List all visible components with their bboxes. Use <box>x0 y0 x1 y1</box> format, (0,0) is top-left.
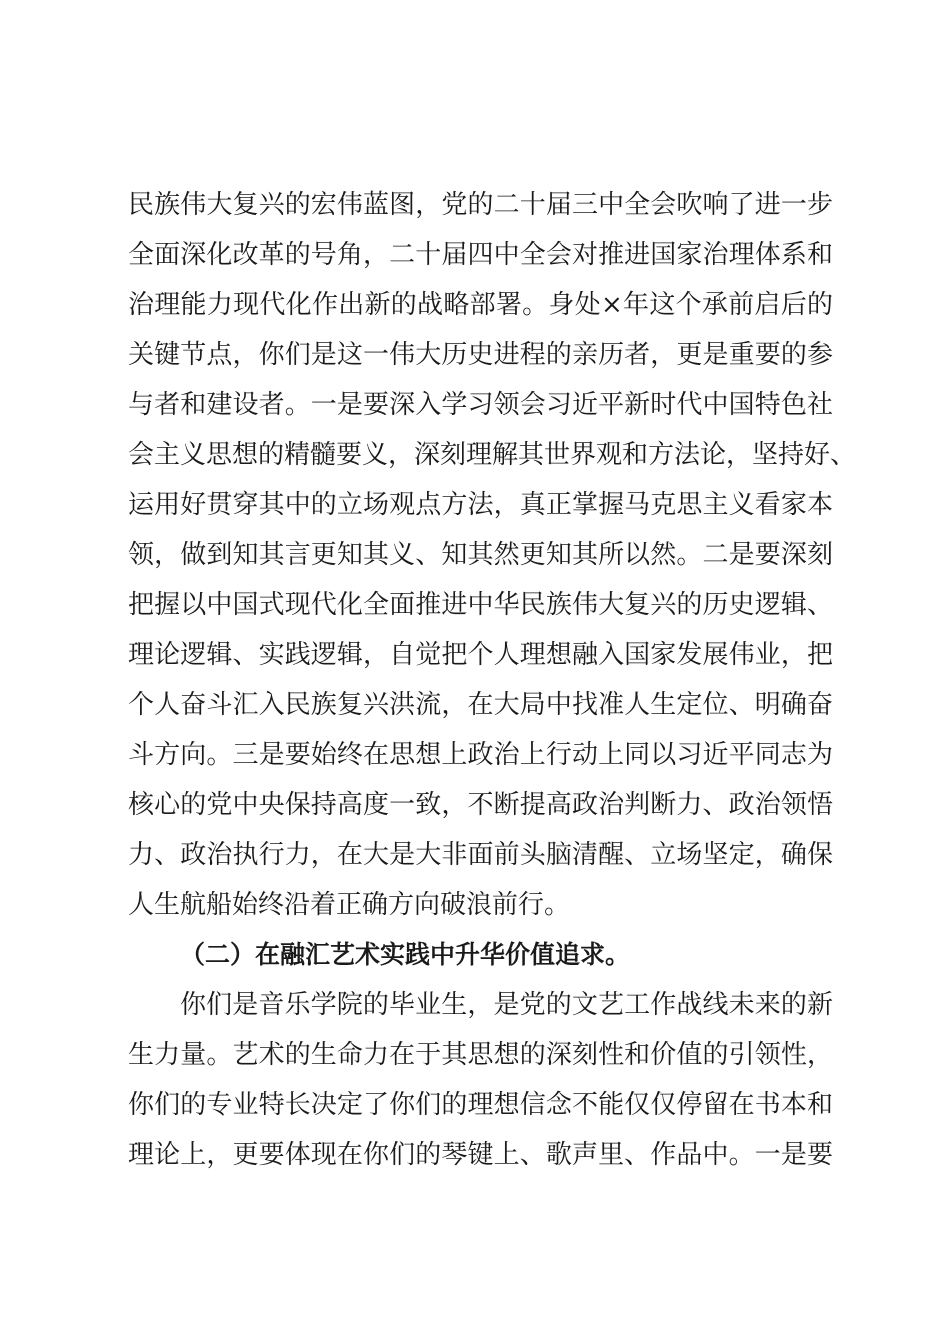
text-line: 生力量。艺术的生命力在于其思想的深刻性和价值的引领性， <box>128 1040 833 1070</box>
text-line: 与者和建设者。一是要深入学习领会习近平新时代中国特色社 <box>128 390 833 420</box>
text-line: 全面深化改革的号角，二十届四中全会对推进国家治理体系和 <box>128 240 833 270</box>
text-line: 运用好贯穿其中的立场观点方法，真正掌握马克思主义看家本 <box>128 490 833 520</box>
document-body <box>128 180 857 1180</box>
text-line: 理论上，更要体现在你们的琴键上、歌声里、作品中。一是要 <box>128 1140 833 1170</box>
text-line: 理论逻辑、实践逻辑，自觉把个人理想融入国家发展伟业，把 <box>128 640 833 670</box>
section-heading: （二）在融汇艺术实践中升华价值追求。 <box>180 940 631 969</box>
text-line: 把握以中国式现代化全面推进中华民族伟大复兴的历史逻辑、 <box>128 590 833 620</box>
text-line: 你们的专业特长决定了你们的理想信念不能仅仅停留在书本和 <box>128 1090 833 1120</box>
text-line: 领，做到知其言更知其义、知其然更知其所以然。二是要深刻 <box>128 540 833 570</box>
text-line: 你们是音乐学院的毕业生，是党的文艺工作战线未来的新 <box>180 990 833 1020</box>
text-line: 斗方向。三是要始终在思想上政治上行动上同以习近平同志为 <box>128 740 833 770</box>
text-line: 力、政治执行力，在大是大非面前头脑清醒、立场坚定，确保 <box>128 840 833 870</box>
text-line: 个人奋斗汇入民族复兴洪流，在大局中找准人生定位、明确奋 <box>128 690 833 720</box>
text-line: 人生航船始终沿着正确方向破浪前行。 <box>128 890 571 920</box>
text-line: 治理能力现代化作出新的战略部署。身处×年这个承前启后的 <box>128 290 833 320</box>
text-line: 关键节点，你们是这一伟大历史进程的亲历者，更是重要的参 <box>128 340 833 370</box>
text-line: 核心的党中央保持高度一致，不断提高政治判断力、政治领悟 <box>128 790 833 820</box>
text-line: 民族伟大复兴的宏伟蓝图，党的二十届三中全会吹响了进一步 <box>128 190 833 220</box>
text-line: 会主义思想的精髓要义，深刻理解其世界观和方法论，坚持好、 <box>128 440 857 470</box>
paragraph-continued <box>128 180 857 930</box>
paragraph <box>128 980 833 1180</box>
